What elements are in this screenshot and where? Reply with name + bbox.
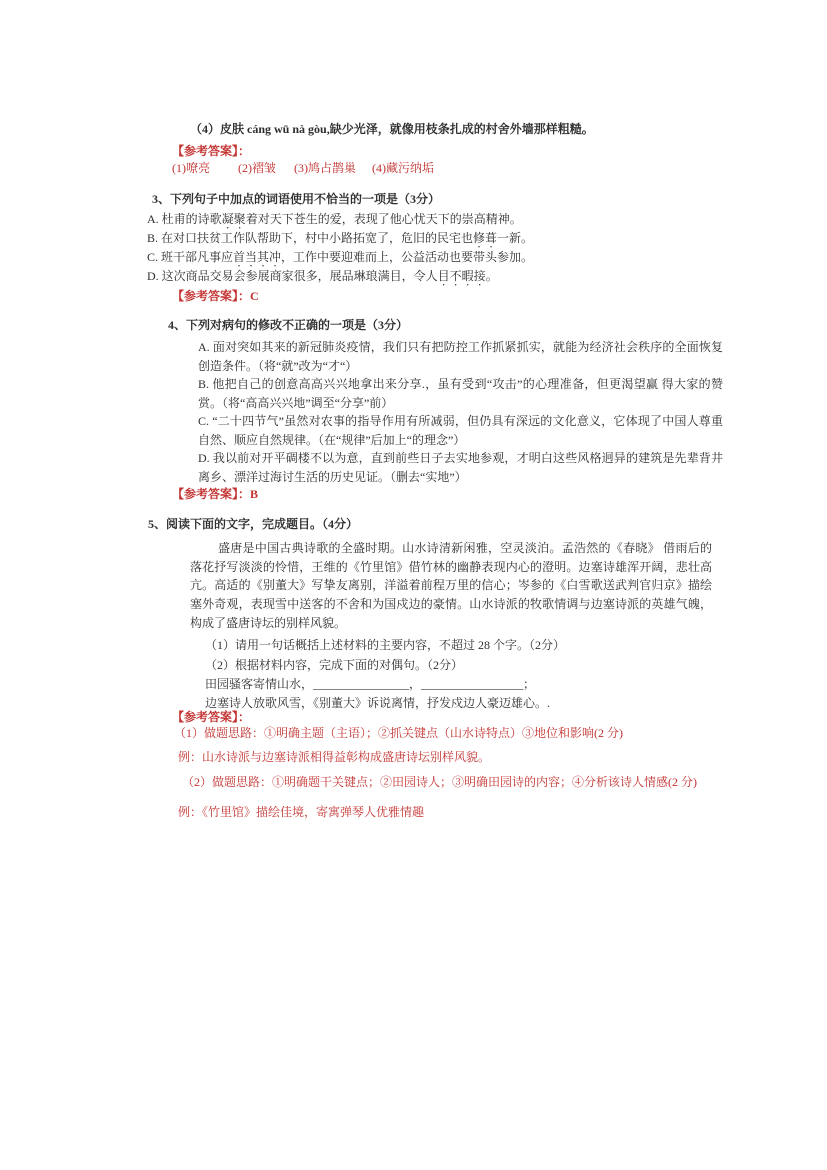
q3-option-a bbox=[147, 212, 522, 232]
q3-option-d-post: 。 bbox=[485, 269, 498, 283]
q5-subquestion-2: （2）根据材料内容，完成下面的对偶句。（2分） bbox=[205, 658, 464, 672]
q3-option-b-emphasized-word: 修葺 bbox=[473, 231, 498, 245]
q5-answer-approach-1: （1）做题思路：①明确主题（主语）；②抓关键点（山水诗特点）③地位和影响(2 分) bbox=[174, 726, 623, 740]
q2-ref-answer-label: 【参考答案】： bbox=[172, 144, 251, 158]
q2-answer-1: (1)嘹亮 bbox=[172, 161, 210, 175]
q5-answer-approach-2: （2）做题思路：①明确题干关键点；②田园诗人；③明确田园诗的内容；④分析该诗人情感(2 分) bbox=[182, 775, 697, 789]
q3-option-a-emphasized-word: 凝聚 bbox=[221, 212, 246, 226]
q3-option-c-post: ，工作中要迎难而上，公益活动也要带头参加。 bbox=[281, 250, 534, 264]
q3-option-b bbox=[147, 231, 533, 251]
q2-answer-row bbox=[172, 161, 434, 176]
q4-option-b: B. 他把自己的创意高高兴兴地拿出来分享.，虽有受到“攻击”的心理准备，但更渴望赢 得大家的赞赏。（将“高高兴兴地”调至“分享”前） bbox=[198, 377, 723, 410]
q4-option-d: D. 我以前对开平碉楼不以为意，直到前些日子去实地参观，才明白这些风格迥异的建筑是先辈背井离乡、漂洋过海讨生活的历史见证。（删去“实地”） bbox=[198, 451, 723, 484]
q5-couplet-line-2: 边塞诗人放歌风雪，《别董大》诉说离情，抒发戍边人豪迈雄心。. bbox=[205, 696, 551, 710]
q3-option-a-post: 着对天下苍生的爱，表现了他心忧天下的崇高精神。 bbox=[245, 212, 522, 226]
q3-title: 3、下列句子中加点的词语使用不恰当的一项是（3分） bbox=[152, 192, 441, 206]
q3-option-d-pre: D. 这次商品交易会参展商家很多，展品琳琅满目，令人 bbox=[147, 269, 438, 283]
q3-option-a-pre: A. 杜甫的诗歌 bbox=[147, 212, 222, 226]
q5-subquestion-1: （1）请用一句话概括上述材料的主要内容，不超过 28 个字。（2分） bbox=[205, 638, 566, 652]
q5-passage: 盛唐是中国古典诗歌的全盛时期。山水诗清新闲雅，空灵淡泊。孟浩然的《春晓》 借雨后的落花抒写淡淡的怜惜，王维的《竹里馆》借竹林的幽静表现内心的澄明。边塞诗雄浑开阔，悲壮高亢。高适的《别董大》写挚友离别，洋溢着前程万里的信心；岑参的《白雪歌送武判官归京》描绘塞外奇观，表现雪中送客的不舍和为国戍边的豪情。山水诗派的牧歌情调与边塞诗派的英雄气魄，构成了盛唐诗坛的别样风貌。 bbox=[190, 541, 712, 630]
q3-option-c-pre: C. 班干部凡事应 bbox=[147, 250, 234, 264]
q5-ref-answer-label: 【参考答案】： bbox=[172, 710, 251, 724]
q2-answer-4: (4)藏污纳垢 bbox=[372, 161, 434, 175]
q4-option-c: C. “二十四节气”虽然对农事的指导作用有所减弱，但仍具有深远的文化意义，它体现了中国人尊重自然、顺应自然规律。（在“规律”后加上“的理念”） bbox=[198, 414, 723, 447]
q3-option-c bbox=[147, 250, 533, 270]
q3-option-d bbox=[147, 269, 498, 289]
q2-answer-3: (3)鸠占鹊巢 bbox=[294, 161, 356, 175]
q3-option-d-emphasized-word: 目不暇接 bbox=[437, 269, 486, 283]
q4-option-a: A. 面对突如其来的新冠肺炎疫情，我们只有把防控工作抓紧抓实，就能为经济社会秩序的全面恢复创造条件。（将“就”改为“才“） bbox=[198, 340, 723, 373]
q2-item4-line: （4）皮肤 cáng wū nà gòu,缺少光泽，就像用枝条扎成的村舍外墙那样粗糙。 bbox=[190, 122, 594, 136]
q3-option-b-post: 一新。 bbox=[497, 231, 534, 245]
q5-answer-example-1: 例：山水诗派与边塞诗派相得益彰构成盛唐诗坛别样风貌。 bbox=[178, 750, 491, 764]
q5-answer-example-2: 例：《竹里馆》描绘佳境，寄寓弹琴人优雅情趣 bbox=[178, 805, 425, 819]
q3-option-b-pre: B. 在对口扶贫工作队帮助下，村中小路拓宽了，危旧的民宅也 bbox=[147, 231, 474, 245]
q5-couplet-line-with-blanks: 田园骚客寄情山水，________________，_________________； bbox=[205, 677, 536, 691]
q2-answer-2: (2)褶皱 bbox=[238, 161, 276, 175]
q3-ref-answer: 【参考答案】：C bbox=[172, 289, 259, 303]
q3-option-c-emphasized-word: 首当其冲 bbox=[233, 250, 282, 264]
q5-title: 5、阅读下面的文字，完成题目。（4分） bbox=[148, 517, 359, 531]
q4-title: 4、下列对病句的修改不正确的一项是（3分） bbox=[168, 318, 409, 332]
q4-ref-answer: 【参考答案】：B bbox=[172, 487, 259, 501]
